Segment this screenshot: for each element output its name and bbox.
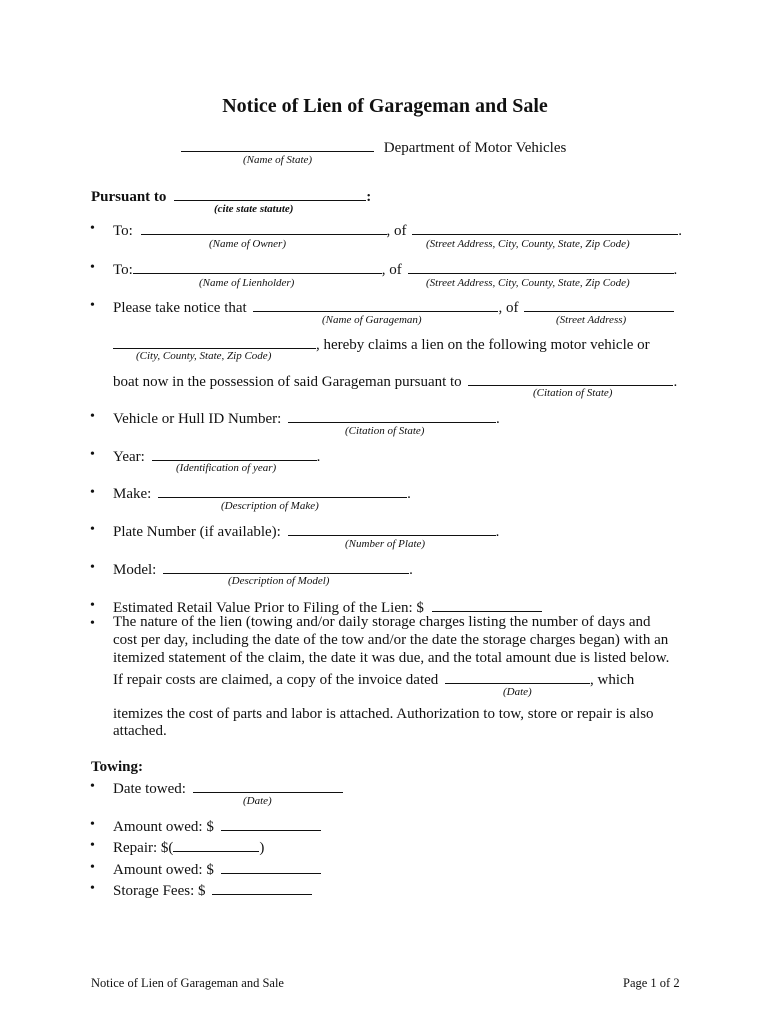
repair-close: ) bbox=[259, 840, 265, 856]
period: . bbox=[673, 262, 678, 278]
period: . bbox=[409, 562, 413, 578]
caption-date-towed: (Date) bbox=[243, 795, 272, 807]
owner-name-field[interactable] bbox=[141, 219, 387, 235]
nature-line-2: cost per day, including the date of the tow and/or the date the storage charges began) with an bbox=[113, 632, 669, 648]
itemizes-line-1: itemizes the cost of parts and labor is attached. Authorization to tow, store or repair is also bbox=[113, 706, 654, 722]
invoice-date-field[interactable] bbox=[445, 668, 590, 684]
bullet-icon: • bbox=[90, 560, 95, 575]
period: . bbox=[316, 449, 321, 465]
lienholder-name-field[interactable] bbox=[133, 258, 382, 274]
statute-field[interactable] bbox=[174, 185, 366, 201]
claims-text: , hereby claims a lien on the following motor vehicle or bbox=[316, 337, 650, 353]
caption-garageman: (Name of Garageman) bbox=[322, 314, 422, 326]
of-text: , of bbox=[381, 262, 402, 278]
caption-citation: (Citation of State) bbox=[533, 387, 613, 399]
make-label: Make: bbox=[113, 486, 152, 502]
date-towed-field[interactable] bbox=[193, 777, 343, 793]
bullet-icon: • bbox=[90, 598, 95, 613]
caption-year: (Identification of year) bbox=[176, 462, 277, 474]
make-field[interactable] bbox=[158, 482, 407, 498]
caption-city: (City, County, State, Zip Code) bbox=[136, 350, 272, 362]
bullet-icon: • bbox=[90, 447, 95, 462]
bullet-icon: • bbox=[90, 616, 95, 631]
amount-owed-field-2[interactable] bbox=[221, 858, 321, 874]
amount-owed-label: Amount owed: $ bbox=[113, 819, 214, 835]
year-field[interactable] bbox=[152, 445, 317, 461]
caption-street: (Street Address) bbox=[556, 314, 627, 326]
bullet-icon: • bbox=[90, 221, 95, 236]
boat-text: boat now in the possession of said Garageman pursuant to bbox=[113, 374, 462, 390]
vin-field[interactable] bbox=[288, 407, 496, 423]
caption-vin: (Citation of State) bbox=[345, 425, 425, 437]
period: . bbox=[407, 486, 411, 502]
nature-line-1: The nature of the lien (towing and/or daily storage charges listing the number of days and bbox=[113, 614, 651, 630]
period: . bbox=[495, 524, 500, 540]
page-number: Page 1 of 2 bbox=[623, 976, 680, 990]
bullet-icon: • bbox=[90, 838, 95, 853]
caption-lienholder: (Name of Lienholder) bbox=[199, 277, 295, 289]
bullet-icon: • bbox=[90, 298, 95, 313]
caption-model: (Description of Model) bbox=[228, 575, 330, 587]
period: . bbox=[673, 374, 678, 390]
bullet-icon: • bbox=[90, 779, 95, 794]
caption-invoice-date: (Date) bbox=[503, 686, 532, 698]
nature-line-4: If repair costs are claimed, a copy of the invoice dated bbox=[113, 672, 439, 688]
caption-owner: (Name of Owner) bbox=[209, 238, 286, 250]
plate-field[interactable] bbox=[288, 520, 496, 536]
period: . bbox=[496, 411, 500, 427]
state-name-field[interactable] bbox=[181, 136, 374, 152]
garageman-street-field[interactable] bbox=[524, 296, 674, 312]
itemizes-line-2: attached. bbox=[113, 723, 167, 739]
of-text: , of bbox=[498, 300, 519, 316]
caption-statute: (cite state statute) bbox=[214, 203, 294, 215]
pursuant-colon: : bbox=[366, 189, 372, 205]
repair-label: Repair: $( bbox=[113, 840, 174, 856]
bullet-icon: • bbox=[90, 817, 95, 832]
towing-heading: Towing: bbox=[91, 759, 143, 775]
pursuant-label: Pursuant to bbox=[91, 189, 167, 205]
model-label: Model: bbox=[113, 562, 157, 578]
bullet-icon: • bbox=[90, 485, 95, 500]
lienholder-address-field[interactable] bbox=[408, 258, 674, 274]
storage-fees-field[interactable] bbox=[212, 879, 312, 895]
notice-text: Please take notice that bbox=[113, 300, 247, 316]
caption-state: (Name of State) bbox=[243, 154, 313, 166]
date-towed-label: Date towed: bbox=[113, 781, 186, 797]
to-lienholder-label: To: bbox=[113, 262, 133, 278]
repair-field[interactable] bbox=[173, 836, 259, 852]
storage-fees-label: Storage Fees: $ bbox=[113, 883, 206, 899]
garageman-name-field[interactable] bbox=[253, 296, 498, 312]
bullet-icon: • bbox=[90, 860, 95, 875]
caption-make: (Description of Make) bbox=[221, 500, 319, 512]
bullet-icon: • bbox=[90, 409, 95, 424]
amount-owed-label-2: Amount owed: $ bbox=[113, 862, 214, 878]
garageman-city-field[interactable] bbox=[113, 333, 316, 349]
bullet-icon: • bbox=[90, 260, 95, 275]
citation-field[interactable] bbox=[468, 370, 673, 386]
which-text: , which bbox=[590, 672, 635, 688]
estimated-value-label: Estimated Retail Value Prior to Filing of the Lien: $ bbox=[113, 600, 424, 616]
footer-title: Notice of Lien of Garageman and Sale bbox=[91, 976, 284, 990]
plate-label: Plate Number (if available): bbox=[113, 524, 281, 540]
amount-owed-field[interactable] bbox=[221, 815, 321, 831]
nature-line-3: itemized statement of the claim, the date it was due, and the total amount due is listed below. bbox=[113, 650, 670, 666]
caption-lienholder-address: (Street Address, City, County, State, Zip Code) bbox=[426, 277, 630, 289]
estimated-value-field[interactable] bbox=[432, 596, 542, 612]
caption-plate: (Number of Plate) bbox=[345, 538, 426, 550]
of-text: , of bbox=[386, 223, 407, 239]
bullet-icon: • bbox=[90, 881, 95, 896]
to-owner-label: To: bbox=[113, 223, 133, 239]
owner-address-field[interactable] bbox=[412, 219, 678, 235]
caption-owner-address: (Street Address, City, County, State, Zip Code) bbox=[426, 238, 630, 250]
bullet-icon: • bbox=[90, 522, 95, 537]
period: . bbox=[678, 223, 683, 239]
model-field[interactable] bbox=[163, 558, 409, 574]
dmv-text: Department of Motor Vehicles bbox=[383, 140, 567, 156]
document-title: Notice of Lien of Garageman and Sale bbox=[222, 95, 548, 117]
year-label: Year: bbox=[113, 449, 145, 465]
vin-label: Vehicle or Hull ID Number: bbox=[113, 411, 282, 427]
